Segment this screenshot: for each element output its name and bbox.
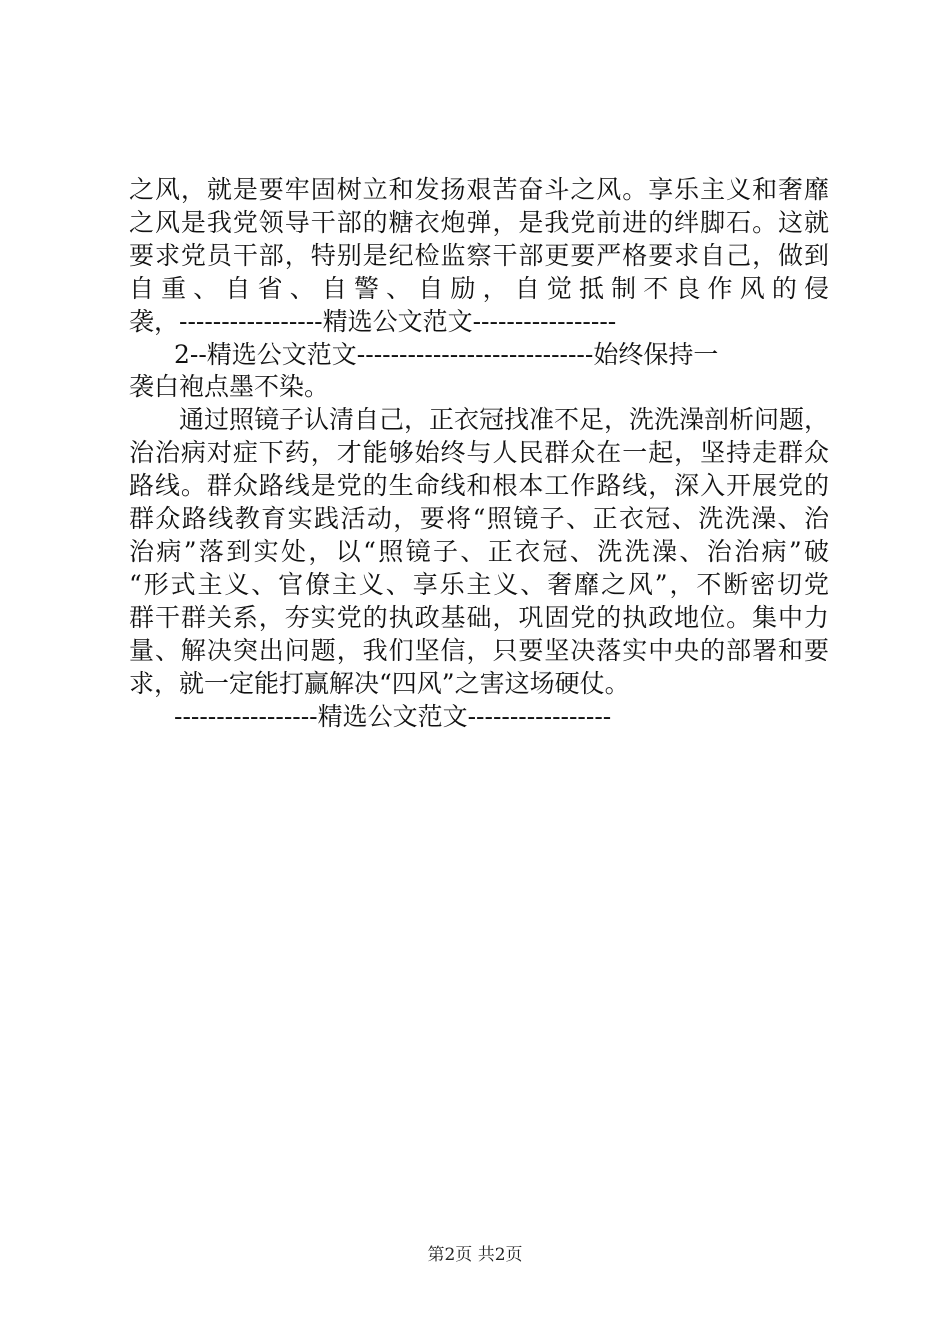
body-text-line: 袭白袍点墨不染。 <box>129 372 330 401</box>
paragraph-first-line: 通过照镜子认清自己，正衣冠找准不足，洗洗澡剖析问题， <box>179 405 829 434</box>
body-text-line: 治治病对症下药，才能够始终与人民群众在一起，坚持走群众 <box>129 438 829 467</box>
body-text-line: 群干群关系，夯实党的执政基础，巩固党的执政地位。集中力 <box>129 603 829 632</box>
separator-line: 袭，-----------------精选公文范文----------------- <box>129 307 617 336</box>
separator-line: -----------------精选公文范文----------------- <box>174 702 612 731</box>
body-text-line: 群众路线教育实践活动，要将“照镜子、正衣冠、洗洗澡、治 <box>129 504 829 533</box>
body-text-line: 量、解决突出问题，我们坚信，只要坚决落实中央的部署和要 <box>129 636 829 665</box>
body-text-line: 要求党员干部，特别是纪检监察干部更要严格要求自己，做到 <box>129 241 829 270</box>
body-text-line: “形式主义、官僚主义、享乐主义、奢靡之风”，不断密切党 <box>129 570 829 599</box>
body-text-line: 路线。群众路线是党的生命线和根本工作路线，深入开展党的 <box>129 471 829 500</box>
body-text-line: 之风，就是要牢固树立和发扬艰苦奋斗之风。享乐主义和奢靡 <box>129 175 829 204</box>
body-text-line: 求，就一定能打赢解决“四风”之害这场硬仗。 <box>129 669 630 698</box>
body-text-line: 自重、自省、自警、自励，自觉抵制不良作风的侵 <box>129 274 829 303</box>
page-footer: 第2页 共2页 <box>427 1245 523 1265</box>
separator-line: 2--精选公文范文----------------------------始终保持一 <box>174 340 719 369</box>
body-text-line: 之风是我党领导干部的糖衣炮弹，是我党前进的绊脚石。这就 <box>129 208 829 237</box>
body-text-line: 治病”落到实处，以“照镜子、正衣冠、洗洗澡、治治病”破 <box>129 537 829 566</box>
